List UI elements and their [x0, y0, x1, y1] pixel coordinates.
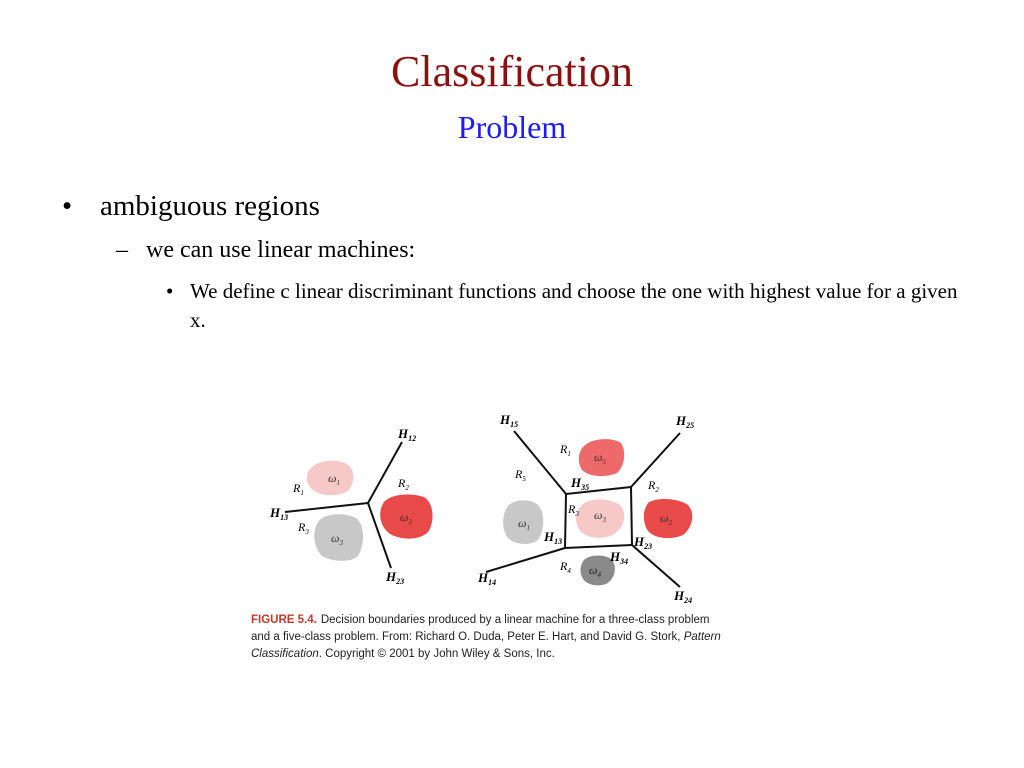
label-r2-right: $R_2$ [648, 478, 659, 494]
label-h13: $H_{13}$ [270, 505, 289, 522]
bullet-text: ambiguous regions [100, 190, 320, 222]
boundary-h23 [631, 487, 632, 545]
slide-subtitle: Problem [457, 109, 567, 145]
boundary-h13 [285, 503, 368, 512]
bullet-dot-icon: • [166, 279, 174, 303]
bullet-text: We define c linear discriminant functions and choose the one with highest value for a given x. [190, 279, 958, 332]
label-omega2: $\omega_2$ [400, 510, 412, 526]
label-omega4-right: $\omega_4$ [589, 563, 601, 579]
label-omega1-right: $\omega_1$ [518, 516, 530, 532]
label-r1-right: $R_1$ [560, 442, 571, 458]
caption-copyright: . Copyright © 2001 by John Wiley & Sons, Inc. [318, 648, 555, 660]
caption-book-title: Pattern Classification [251, 631, 721, 660]
label-h24: $H_{24}$ [674, 588, 693, 605]
boundary-h24 [632, 545, 680, 587]
label-r3: $R_3$ [298, 520, 309, 536]
label-h13-right: $H_{13}$ [544, 529, 563, 546]
boundary-h34 [565, 545, 632, 548]
bullet-dot-icon: • [62, 190, 73, 222]
label-omega3: $\omega_3$ [331, 531, 343, 547]
label-omega1: $\omega_1$ [328, 471, 340, 487]
caption-text: Decision boundaries produced by a linear machine for a three-class problem and a five-class problem. From: Richard O. Duda, Peter E. Hart, and David G. Stork, [251, 614, 710, 643]
caption-label: FIGURE 5.4. [251, 614, 317, 626]
boundary-h14 [486, 548, 565, 572]
boundary-h13 [565, 494, 566, 548]
label-h23-right: $H_{23}$ [634, 534, 653, 551]
label-r1: $R_1$ [293, 481, 304, 497]
decision-boundary-figure [250, 395, 730, 610]
boundary-h25 [631, 433, 680, 487]
label-r5-right: $R_5$ [515, 467, 526, 483]
boundary-h12 [368, 442, 402, 503]
label-r4-right: $R_4$ [560, 559, 571, 575]
label-h25: $H_{25}$ [676, 413, 695, 430]
bullet-dash-icon: – [116, 237, 128, 263]
label-h12: $H_{12}$ [398, 426, 417, 443]
label-omega2-right: $\omega_2$ [660, 511, 672, 527]
bullet-text: we can use linear machines: [146, 237, 416, 263]
slide-title: Classification [391, 47, 633, 96]
label-omega3-right: $\omega_3$ [594, 508, 606, 524]
label-r3-right: $R_3$ [568, 502, 579, 518]
label-omega5-right: $\omega_5$ [594, 450, 606, 466]
label-h35: $H_{35}$ [571, 475, 590, 492]
figure-caption [251, 612, 721, 663]
label-h15: $H_{15}$ [500, 412, 519, 429]
five-class-diagram [477, 412, 694, 605]
three-class-diagram [269, 426, 433, 586]
label-r2: $R_2$ [398, 476, 409, 492]
label-h14: $H_{14}$ [478, 570, 497, 587]
label-h23: $H_{23}$ [386, 569, 405, 586]
label-h34: $H_{34}$ [610, 549, 629, 566]
boundary-h15 [514, 431, 566, 494]
